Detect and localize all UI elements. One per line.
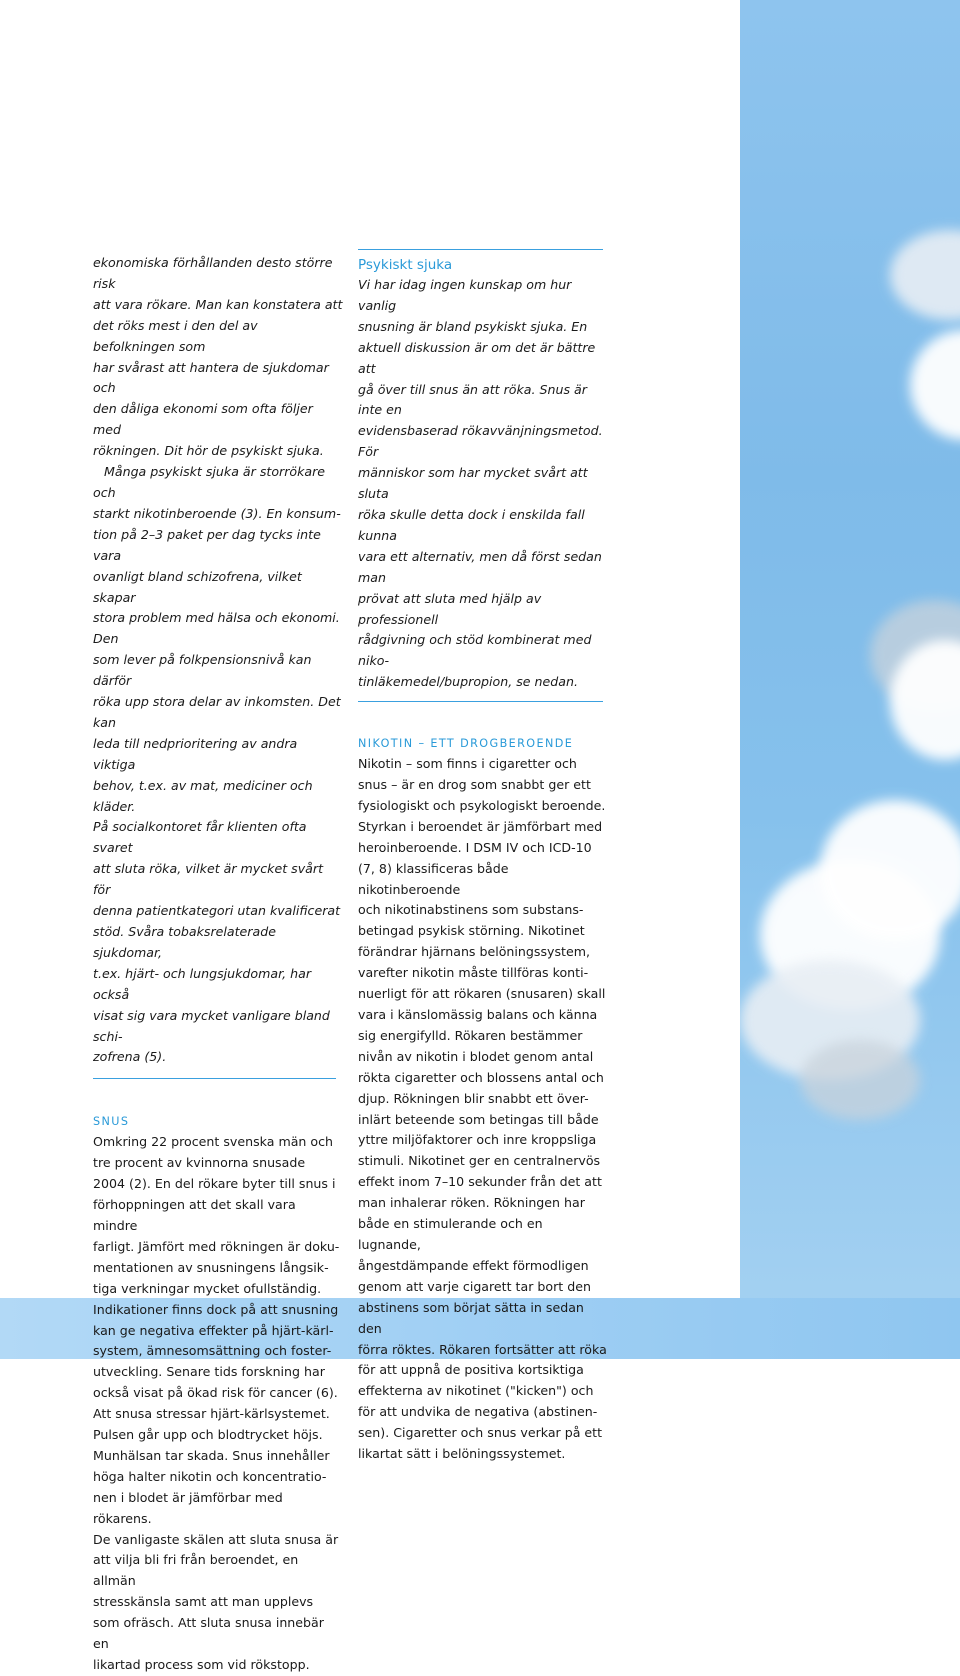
text-line: förändrar hjärnans belöningssystem,: [358, 944, 590, 960]
text-line: På socialkontoret får klienten ofta svaret: [93, 819, 307, 856]
text-line: som ofräsch. Att sluta snusa innebär en: [93, 1615, 324, 1652]
text-line: stora problem med hälsa och ekonomi. Den: [93, 610, 340, 647]
text-line: och nikotinabstinens som substans-: [358, 902, 584, 918]
text-line: leda till nedprioritering av andra viktiga: [93, 735, 298, 772]
text-line: ekonomiska förhållanden desto större risk: [93, 255, 333, 291]
text-line: som lever på folkpensionsnivå kan därför: [93, 652, 312, 689]
text-line: gå över till snus än att röka. Snus är inte en: [358, 381, 587, 418]
box-bottom-rule: [358, 701, 603, 702]
text-line: heroinberoende. I DSM IV och ICD-10: [358, 839, 592, 855]
text-line: Munhälsan tar skada. Snus innehåller: [93, 1447, 330, 1463]
text-line: Många psykiskt sjuka är storrökare och: [93, 464, 326, 500]
text-line: både en stimulerande och en lugnande,: [358, 1216, 543, 1252]
text-line: man inhalerar röken. Rökningen har: [358, 1195, 585, 1211]
text-line: djup. Rökningen blir snabbt ett över-: [358, 1090, 589, 1106]
text-line: Indikationer finns dock på att snusning: [93, 1301, 339, 1317]
text-line: tinläkemedel/bupropion, se nedan.: [358, 674, 578, 690]
text-line: också visat på ökad risk för cancer (6).: [93, 1385, 338, 1401]
text-line: prövat att sluta med hjälp av professionell: [358, 590, 542, 627]
box-top-rule: [358, 249, 603, 250]
text-line: röka upp stora delar av inkomsten. Det kan: [93, 694, 341, 730]
nikotin-paragraph: [358, 754, 608, 1465]
text-line: Pulsen går upp och blodtrycket höjs.: [93, 1427, 323, 1443]
text-line: det röks mest i den del av befolkningen som: [93, 317, 258, 354]
text-line: likartad process som vid rökstopp.: [93, 1657, 310, 1672]
snus-paragraph: [93, 1132, 343, 1676]
psykiskt-sjuka-box: [358, 275, 608, 693]
text-line: stöd. Svåra tobaksrelaterade sjukdomar,: [93, 924, 276, 960]
box-heading: Psykiskt sjuka: [358, 257, 453, 273]
text-line: mentationen av snusningens långsik-: [93, 1259, 329, 1275]
text-line: Vi har idag ingen kunskap om hur vanlig: [358, 277, 572, 313]
text-line: denna patientkategori utan kvalificerat: [93, 903, 341, 919]
text-line: starkt nikotinberoende (3). En konsum-: [93, 505, 341, 521]
text-line: abstinens som börjat sätta in sedan den: [358, 1299, 584, 1336]
text-line: stresskänsla samt att man upplevs: [93, 1594, 314, 1610]
text-line: farligt. Jämfört med rökningen är doku-: [93, 1238, 340, 1254]
left-column: [93, 253, 343, 1676]
text-line: ovanligt bland schizofrena, vilket skapar: [93, 568, 302, 605]
text-line: sig energifylld. Rökaren bestämmer: [358, 1027, 583, 1043]
text-line: sen). Cigaretter och snus verkar på ett: [358, 1425, 603, 1441]
text-line: nen i blodet är jämförbar med rökarens.: [93, 1489, 283, 1526]
text-line: den dåliga ekonomi som ofta följer med: [93, 401, 313, 438]
text-line: vara ett alternativ, men då först sedan man: [358, 548, 602, 585]
text-line: röka skulle detta dock i enskilda fall kunna: [358, 506, 585, 543]
intro-paragraph: [93, 253, 343, 462]
text-line: t.ex. hjärt- och lungsjukdomar, har också: [93, 965, 312, 1002]
text-line: system, ämnesomsättning och foster-: [93, 1343, 332, 1359]
text-line: människor som har mycket svårt att sluta: [358, 465, 588, 502]
text-line: vara i känslomässig balans och känna: [358, 1007, 598, 1022]
text-line: tre procent av kvinnorna snusade: [93, 1155, 306, 1171]
text-line: yttre miljöfaktorer och inre kroppsliga: [358, 1132, 597, 1148]
text-line: visat sig vara mycket vanligare bland schi-: [93, 1007, 330, 1044]
text-line: aktuell diskussion är om det är bättre att: [358, 339, 596, 376]
text-line: Att snusa stressar hjärt-kärlsystemet.: [93, 1406, 330, 1422]
text-line: att vara rökare. Man kan konstatera att: [93, 296, 343, 312]
right-column: [358, 249, 608, 1465]
text-line: 2004 (2). En del rökare byter till snus i: [93, 1176, 336, 1192]
text-line: snus – är en drog som snabbt ger ett: [358, 777, 591, 793]
text-line: rökta cigaretter och blossens antal och: [358, 1069, 604, 1085]
text-line: att vilja bli fri från beroendet, en allmän: [93, 1552, 299, 1589]
text-line: har svårast att hantera de sjukdomar och: [93, 359, 329, 396]
text-line: för att uppnå de positiva kortsiktiga: [358, 1362, 584, 1378]
text-line: evidensbaserad rökavvänjningsmetod. För: [358, 423, 603, 460]
text-line: behov, t.ex. av mat, mediciner och kläder.: [93, 777, 313, 814]
text-line: tion på 2–3 paket per dag tycks inte vara: [93, 526, 321, 563]
text-line: betingad psykisk störning. Nikotinet: [358, 923, 585, 939]
snus-heading: SNUS: [93, 1115, 130, 1129]
text-line: kan ge negativa effekter på hjärt-kärl-: [93, 1322, 334, 1338]
text-line: De vanligaste skälen att sluta snusa är: [93, 1531, 339, 1547]
nikotin-heading: NIKOTIN – ETT DROGBEROENDE: [358, 737, 574, 751]
text-line: snusning är bland psykiskt sjuka. En: [358, 318, 588, 334]
text-line: att sluta röka, vilket är mycket svårt för: [93, 861, 324, 898]
text-line: effekterna av nikotinet ("kicken") och: [358, 1383, 594, 1399]
text-line: för att undvika de negativa (abstinen-: [358, 1404, 598, 1420]
text-line: tiga verkningar mycket ofullständig.: [93, 1280, 322, 1296]
text-line: effekt inom 7–10 sekunder från det att: [358, 1174, 602, 1190]
sky-photo: [740, 0, 960, 1359]
text-line: förhoppningen att det skall vara mindre: [93, 1197, 296, 1233]
psykiskt-sjuka-paragraph: [93, 462, 343, 504]
text-line: stimuli. Nikotinet ger en centralnervös: [358, 1153, 601, 1169]
text-line: rådgivning och stöd kombinerat med niko-: [358, 632, 592, 669]
text-line: Styrkan i beroendet är jämförbart med: [358, 818, 603, 834]
text-line: (7, 8) klassificeras både nikotinberoende: [358, 860, 509, 897]
psykiskt-sjuka-paragraph-cont: [93, 504, 343, 1068]
text-line: zofrena (5).: [93, 1049, 167, 1065]
text-line: nivån av nikotin i blodet genom antal: [358, 1048, 594, 1064]
text-line: inlärt beteende som betingas till både: [358, 1111, 599, 1127]
text-line: genom att varje cigarett tar bort den: [358, 1278, 591, 1294]
text-line: fysiologiskt och psykologiskt beroende.: [358, 797, 606, 813]
text-line: utveckling. Senare tids forskning har: [93, 1364, 325, 1380]
text-line: Nikotin – som finns i cigaretter och: [358, 756, 577, 772]
text-line: nuerligt för att rökaren (snusaren) skall: [358, 986, 606, 1002]
text-line: ångestdämpande effekt förmodligen: [358, 1257, 589, 1273]
text-line: likartat sätt i belöningssystemet.: [358, 1446, 566, 1462]
text-line: rökningen. Dit hör de psykiskt sjuka.: [93, 443, 324, 459]
text-line: Omkring 22 procent svenska män och: [93, 1134, 334, 1150]
divider-rule: [93, 1078, 336, 1079]
text-line: varefter nikotin måste tillföras konti-: [358, 965, 589, 981]
text-line: förra röktes. Rökaren fortsätter att röka: [358, 1341, 607, 1357]
text-line: höga halter nikotin och koncentratio-: [93, 1468, 327, 1484]
